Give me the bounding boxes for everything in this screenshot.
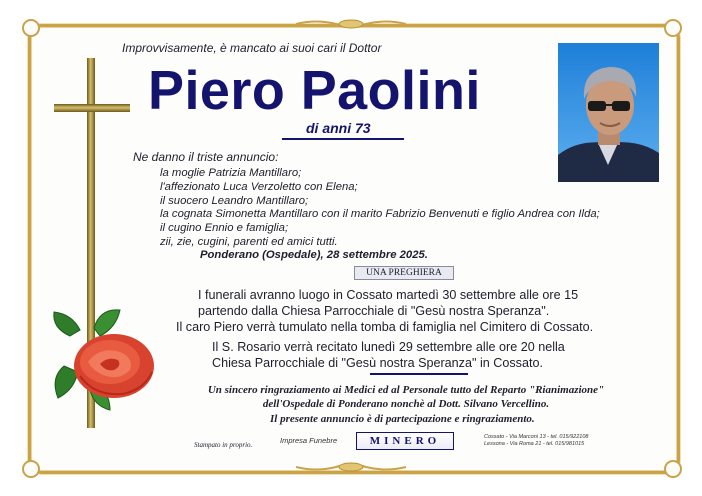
family-line: l'affezionato Luca Verzoletto con Elena; — [160, 180, 358, 193]
printed-note: Stampato in proprio. — [194, 441, 253, 449]
portrait-photo — [558, 43, 659, 182]
frame-corner — [22, 19, 40, 37]
frame-corner — [22, 460, 40, 478]
deceased-age: di anni 73 — [306, 120, 371, 136]
contact-line: Cossato - Via Marconi 13 - tel. 015/922108 — [484, 434, 589, 440]
burial-info: Il caro Piero verrà tumulato nella tomba di famiglia nel Cimitero di Cossato. — [176, 320, 594, 334]
frame-corner — [664, 460, 682, 478]
frame-ornament-bottom — [296, 462, 406, 472]
age-underline — [282, 138, 404, 140]
family-line: zii, zie, cugini, parenti ed amici tutti. — [160, 235, 338, 248]
place-date: Ponderano (Ospedale), 28 settembre 2025. — [200, 249, 428, 261]
thanks-text — [196, 384, 616, 411]
contact-line: Lessona - Via Roma 21 - tel. 015/981015 — [484, 441, 585, 447]
thanks-line: Un sincero ringraziamento ai Medici ed al Personale tutto del Reparto "Rianimazione" — [207, 384, 605, 396]
divider — [370, 373, 468, 375]
rosary-line: Chiesa Parrocchiale di "Gesù nostra Speranza" in Cossato. — [212, 355, 543, 370]
impresa-label: Impresa Funebre — [280, 436, 338, 445]
intro-text: Improvvisamente, è mancato ai suoi cari il Dottor — [122, 41, 382, 55]
family-line: il cugino Ennio e famiglia; — [160, 222, 289, 235]
family-line: il suocero Leandro Mantillaro; — [160, 194, 309, 207]
family-line: la cognata Simonetta Mantillaro con il marito Fabrizio Benvenuti e figlio Andrea con Ilda; — [160, 208, 600, 221]
funeral-info — [198, 288, 578, 319]
frame-corner — [664, 19, 682, 37]
prayer-button[interactable]: UNA PREGHIERA — [354, 266, 454, 280]
agency-contacts — [484, 434, 588, 448]
funeral-line: partendo dalla Chiesa Parrocchiale di "Gesù nostra Speranza". — [198, 303, 550, 318]
frame-ornament-top — [296, 19, 406, 29]
rosary-line: Il S. Rosario verrà recitato lunedì 29 settembre alle ore 20 nella — [212, 340, 565, 354]
deceased-name: Piero Paolini — [148, 59, 481, 121]
rosary-info — [212, 340, 565, 371]
family-line: la moglie Patrizia Mantillaro; — [160, 167, 302, 179]
funeral-line: I funerali avranno luogo in Cossato martedì 30 settembre alle ore 15 — [198, 288, 579, 302]
closing-text: Il presente annuncio è di partecipazione e ringraziamento. — [270, 413, 535, 425]
family-list — [160, 167, 600, 250]
rose-icon — [50, 306, 162, 414]
agency-logo: MINERO — [356, 432, 454, 450]
announce-heading: Ne danno il triste annuncio: — [133, 150, 279, 164]
thanks-line: dell'Ospedale di Ponderano nonchè al Dott. Silvano Vercellino. — [262, 397, 550, 410]
